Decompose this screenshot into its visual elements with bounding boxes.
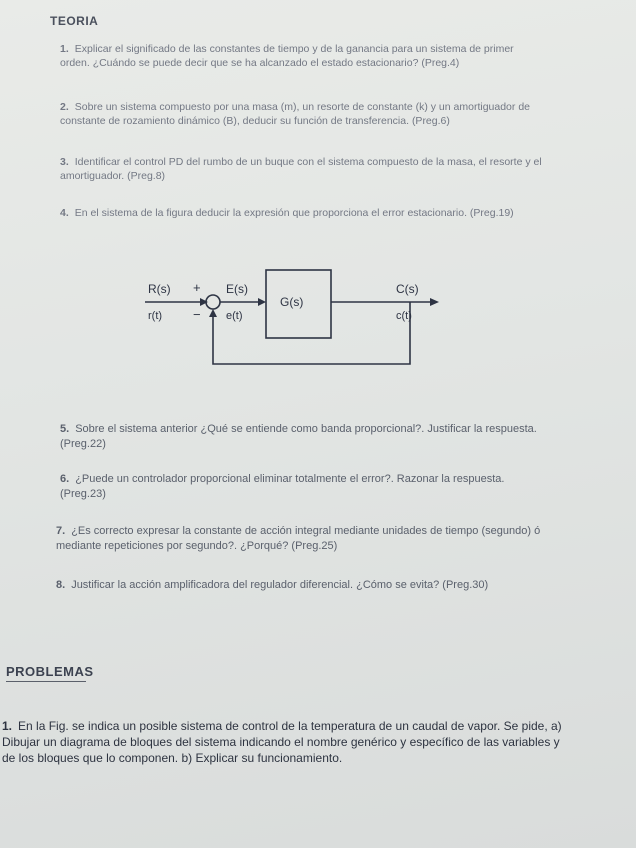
problem-1 <box>2 718 562 766</box>
output-lower-label: c(t) <box>396 310 412 322</box>
feedback-arrow-icon <box>209 309 217 317</box>
error-upper-label: E(s) <box>226 282 248 296</box>
question-2 <box>60 100 544 128</box>
problem-text: En la Fig. se indica un posible sistema de control de la temperatura de un caudal de vapor. Se pide, a) Dibujar un diagrama de bloques del sistema indicando el nombre genérico y específico de las variables y de los bloques que lo componen. b) Explicar su funcionamiento. <box>2 719 562 765</box>
question-number: 8. <box>56 579 66 591</box>
question-1 <box>60 42 538 70</box>
summing-junction <box>206 295 220 309</box>
question-text: Justificar la acción amplificadora del regulador diferencial. ¿Cómo se evita? (Preg.30) <box>71 579 489 591</box>
question-number: 2. <box>60 101 69 113</box>
question-text: Sobre el sistema anterior ¿Qué se entiende como banda proporcional?. Justificar la respuesta. (Preg.22) <box>60 423 537 450</box>
question-text: Identificar el control PD del rumbo de un buque con el sistema compuesto de la masa, el resorte y el amortiguador. (Preg.8) <box>60 156 542 182</box>
error-arrow-icon <box>258 298 266 306</box>
theory-title: TEORIA <box>50 14 99 28</box>
question-text: Sobre un sistema compuesto por una masa (m), un resorte de constante (k) y un amortiguador de constante de rozamiento dinámico (B), deducir su función de transferencia. (Preg.6) <box>60 101 530 127</box>
question-6 <box>60 472 548 502</box>
input-lower-label: r(t) <box>148 310 163 322</box>
question-number: 7. <box>56 525 66 537</box>
question-4 <box>60 206 552 220</box>
question-number: 4. <box>60 207 69 219</box>
question-text: ¿Es correcto expresar la constante de acción integral mediante unidades de tiempo (segundo) ó mediante repeticiones por segundo?. ¿Porqué? (Preg.25) <box>56 525 541 552</box>
question-number: 3. <box>60 156 69 168</box>
minus-sign: − <box>193 307 201 322</box>
problem-number: 1. <box>2 719 13 733</box>
feedback-path <box>213 302 410 364</box>
plus-sign: + <box>193 280 201 295</box>
output-arrow-icon <box>430 298 439 306</box>
problems-title-underline <box>6 681 86 682</box>
question-number: 6. <box>60 473 70 485</box>
output-upper-label: C(s) <box>396 282 419 296</box>
question-text: En el sistema de la figura deducir la expresión que proporciona el error estacionario. (Preg.19) <box>74 207 514 219</box>
question-number: 5. <box>60 423 70 435</box>
question-number: 1. <box>60 43 69 55</box>
error-lower-label: e(t) <box>226 310 243 322</box>
question-text: ¿Puede un controlador proporcional eliminar totalmente el error?. Razonar la respuesta. (Preg.23) <box>60 473 505 500</box>
question-3 <box>60 155 548 183</box>
problems-title: PROBLEMAS <box>6 664 94 679</box>
question-8 <box>56 578 576 593</box>
question-text: Explicar el significado de las constantes de tiempo y de la ganancia para un sistema de primer orden. ¿Cuándo se puede decir que se ha alcanzado el estado estacionario? (Preg.4) <box>60 43 514 69</box>
question-7 <box>56 524 556 554</box>
input-upper-label: R(s) <box>148 282 171 296</box>
block-diagram <box>140 262 460 392</box>
block-label: G(s) <box>280 295 304 309</box>
question-5 <box>60 422 548 452</box>
